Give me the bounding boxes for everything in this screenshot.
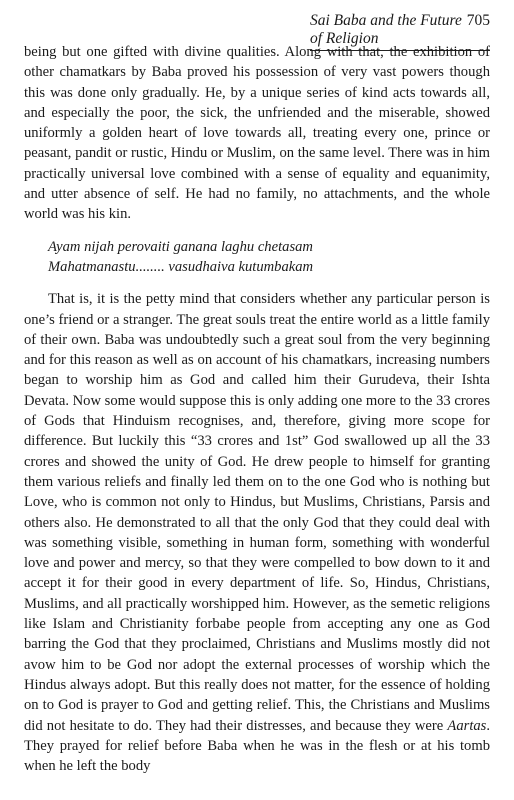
body-text [24, 42, 490, 776]
sanskrit-verse [48, 237, 490, 278]
running-title: Sai Baba and the Future of Religion [310, 12, 462, 47]
page-number: 705 [466, 12, 490, 29]
paragraph-2 [24, 289, 490, 776]
paragraph-2-end: . They prayed for relief before Baba when he was in the flesh or at his tomb when he left the body [24, 717, 490, 775]
paragraph-2-text: That is, it is the petty mind that considers whether any particular person is one’s friend or a stranger. The great souls treat the entire world as a little family of their own. Baba was undoubtedly such a great soul from the very beginning and for this reason as well as on account of his chamatkars, increasing numbers began to worship him as God and called him their Gurudeva, their Ishta Devata. Now some would suppose this is only adding one more to the 33 crores of Gods that Hinduism recognises, and, therefore, giving more scope for difference. But luckily this “33 crores and 1st” God swallowed up all the 33 crores and showed the unity of God. He drew people to himself for granting them various reliefs and finally led them on to the one God who is nothing but Love, who is common not only to Hindus, but Muslims, Christians, Parsis and others also. He demonstrated to all that the only God that they could deal with was something visible, something in human form, something with wonderful love and power and mercy, so that they were compelled to bow down to it and accept it for their good in every department of life. So, Hindus, Christians, Muslims, and all practically worshipped him. However, as the semetic religions like Islam and Christianity forbabe people from accepting any one as God barring the God that they proclaimed, Christians and Muslims mostly did not avow him to be God nor adopt the external processes of worship which the Hindus always adopt. But this really does not matter, for the essence of holding on to God is prayer to God and getting relief. This, the Christians and Muslims did not hesitate to do. They had their distresses, and because they were [24, 291, 490, 734]
italic-term: Aartas [447, 717, 487, 734]
verse-line-1: Ayam nijah perovaiti ganana laghu chetasam [48, 238, 313, 255]
verse-line-2: Mahatmanastu........ vasudhaiva kutumbakam [48, 258, 314, 275]
paragraph-1: being but one gifted with divine qualities. Along with that, the exhibition of other chamatkars by Baba proved his possession of very vast powers though this was done only gradually. He, by a unique series of kind acts towards all, and especially the poor, the sick, the unfriended and the miserable, showed uniformly a golden heart of love towards all, treating every one, prince or peasant, pandit or rustic, Hindu or Muslim, on the same level. There was in him practically universal love combined with a sense of equality and equanimity, and utter absence of self. He had no family, no attachments, and the whole world was his kin. [24, 44, 490, 223]
